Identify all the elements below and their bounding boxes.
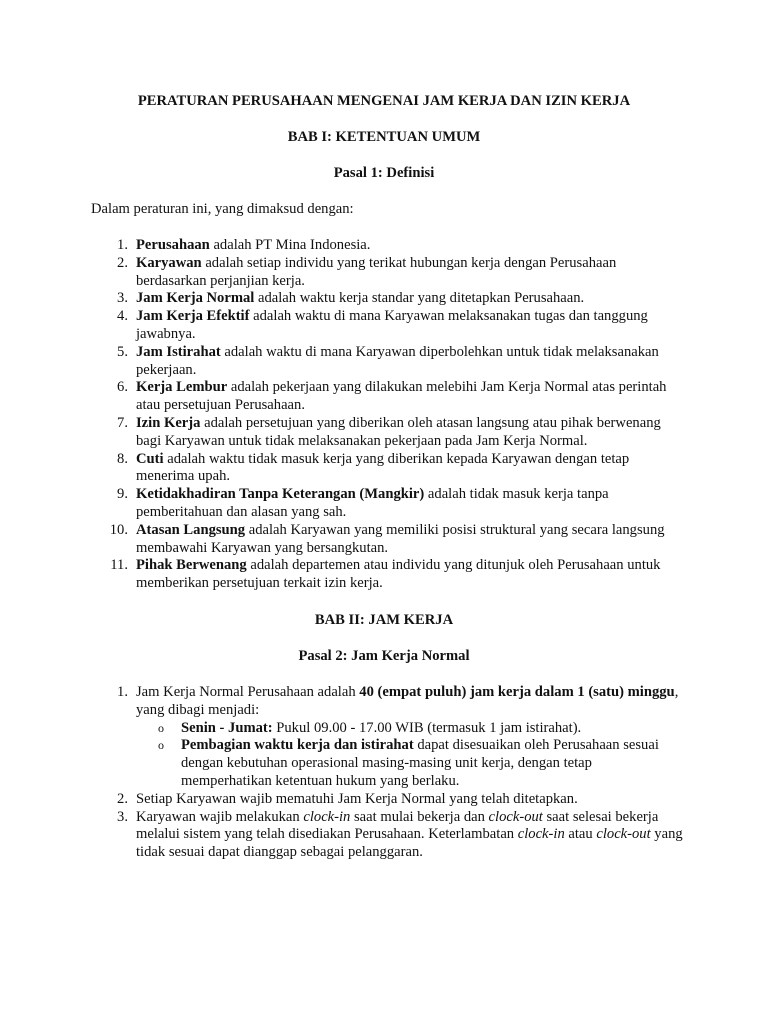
emphasized-text: 40 (empat puluh) jam kerja dalam 1 (satu) minggu xyxy=(359,684,675,700)
list-item xyxy=(0,809,686,862)
list-item xyxy=(0,486,686,522)
defined-term: Kerja Lembur xyxy=(136,379,228,396)
list-item xyxy=(0,522,686,558)
italic-term: clock-out xyxy=(488,808,543,825)
hollow-bullet-icon: o xyxy=(158,720,164,735)
defined-term: Ketidakhadiran Tanpa Keterangan (Mangkir) xyxy=(136,486,425,503)
item-number: 5. xyxy=(117,343,128,360)
schedule-sublist xyxy=(136,720,686,791)
defined-term: Jam Istirahat xyxy=(136,343,221,360)
definition-text: adalah waktu tidak masuk kerja yang diberikan kepada Karyawan dengan tetap menerima upah. xyxy=(136,450,630,485)
defined-term: Karyawan xyxy=(136,254,202,271)
chapter-heading-bab-2: BAB II: JAM KERJA xyxy=(314,612,454,628)
item-number: 3. xyxy=(117,808,128,825)
definition-text: adalah Karyawan yang memiliki posisi struktural yang secara langsung membawahi Karyawan yang bersangkutan. xyxy=(136,521,665,556)
definition-text: adalah persetujuan yang diberikan oleh atasan langsung atau pihak berwenang bagi Karyawan untuk tidak melaksanakan pekerjaan pada Jam Kerja Normal. xyxy=(136,414,661,449)
sub-text: dapat disesuaikan oleh Perusahaan sesuai dengan kebutuhan operasional masing-masing unit kerja, dengan tetap memperhatikan ketentuan hukum yang berlaku. xyxy=(181,737,659,789)
article-heading-pasal-2: Pasal 2: Jam Kerja Normal xyxy=(298,648,470,664)
sublist-item xyxy=(136,737,686,790)
list-item xyxy=(0,344,686,380)
defined-term: Jam Kerja Normal xyxy=(136,290,255,307)
item-number: 2. xyxy=(117,254,128,271)
item-number: 3. xyxy=(117,290,128,307)
item-text: atau xyxy=(564,826,597,843)
defined-term: Pihak Berwenang xyxy=(136,557,247,574)
list-item xyxy=(0,379,686,415)
list-item xyxy=(0,791,686,809)
sub-text: Pukul 09.00 - 17.00 WIB (termasuk 1 jam istirahat). xyxy=(272,719,582,736)
list-item xyxy=(0,415,686,451)
article-heading-pasal-1: Pasal 1: Definisi xyxy=(333,165,435,181)
item-number: 6. xyxy=(117,379,128,396)
item-number: 10. xyxy=(109,521,128,538)
item-text: , yang dibagi menjadi: xyxy=(136,684,679,718)
chapter-heading-bab-1: BAB I: KETENTUAN UMUM xyxy=(287,129,481,145)
definition-text: adalah setiap individu yang terikat hubungan kerja dengan Perusahaan berdasarkan perjanjian kerja. xyxy=(136,254,617,289)
item-text: Setiap Karyawan wajib mematuhi Jam Kerja Normal yang telah ditetapkan. xyxy=(136,790,578,807)
defined-term: Izin Kerja xyxy=(136,414,201,431)
sub-term: Pembagian waktu kerja dan istirahat xyxy=(181,737,414,754)
definition-text: adalah tidak masuk kerja tanpa pemberitahuan dan alasan yang sah. xyxy=(136,486,609,520)
document-title: PERATURAN PERUSAHAAN MENGENAI JAM KERJA DAN IZIN KERJA xyxy=(137,93,631,109)
list-item xyxy=(0,255,686,291)
item-number: 4. xyxy=(117,308,128,325)
sub-term: Senin - Jumat: xyxy=(181,719,273,736)
italic-term: clock-in xyxy=(303,808,351,825)
item-text: Jam Kerja Normal Perusahaan adalah xyxy=(136,684,360,700)
defined-term: Perusahaan xyxy=(136,237,210,253)
hollow-bullet-icon: o xyxy=(158,738,164,753)
item-number: 1. xyxy=(117,237,128,253)
definition-text: adalah pekerjaan yang dilakukan melebihi Jam Kerja Normal atas perintah atau persetujuan Perusahaan. xyxy=(136,379,667,414)
item-number: 7. xyxy=(117,414,128,431)
item-number: 2. xyxy=(117,790,128,807)
definition-text: adalah waktu di mana Karyawan melaksanakan tugas dan tanggung jawabnya. xyxy=(136,308,648,342)
item-number: 1. xyxy=(117,684,128,700)
definition-text: adalah departemen atau individu yang ditunjuk oleh Perusahaan untuk memberikan persetujuan terkait izin kerja. xyxy=(136,557,661,592)
italic-term: clock-in xyxy=(517,826,565,843)
list-item xyxy=(0,237,686,255)
list-item xyxy=(0,451,686,487)
sublist-item xyxy=(136,720,686,738)
item-number: 8. xyxy=(117,450,128,467)
list-item xyxy=(0,290,686,308)
definition-text: adalah PT Mina Indonesia. xyxy=(209,237,371,253)
working-hours-list xyxy=(0,684,768,862)
item-text: Karyawan wajib melakukan xyxy=(136,808,304,825)
item-number: 11. xyxy=(110,557,128,574)
definition-text: adalah waktu di mana Karyawan diperbolehkan untuk tidak melaksanakan pekerjaan. xyxy=(136,343,659,378)
list-item xyxy=(0,684,686,791)
list-item xyxy=(0,557,686,593)
italic-term: clock-out xyxy=(596,826,651,843)
item-text: yang tidak sesuai dapat dianggap sebagai pelanggaran. xyxy=(136,826,683,861)
definition-intro: Dalam peraturan ini, yang dimaksud dengan: xyxy=(91,201,354,217)
defined-term: Jam Kerja Efektif xyxy=(136,308,250,325)
item-text: saat selesai bekerja melalui sistem yang telah disediakan Perusahaan. Keterlambatan xyxy=(136,808,659,843)
item-text: saat mulai bekerja dan xyxy=(350,808,489,825)
definition-list xyxy=(0,237,768,593)
item-number: 9. xyxy=(117,486,128,503)
defined-term: Cuti xyxy=(136,450,164,467)
defined-term: Atasan Langsung xyxy=(136,521,246,538)
list-item xyxy=(0,308,686,344)
definition-text: adalah waktu kerja standar yang ditetapkan Perusahaan. xyxy=(254,290,585,307)
